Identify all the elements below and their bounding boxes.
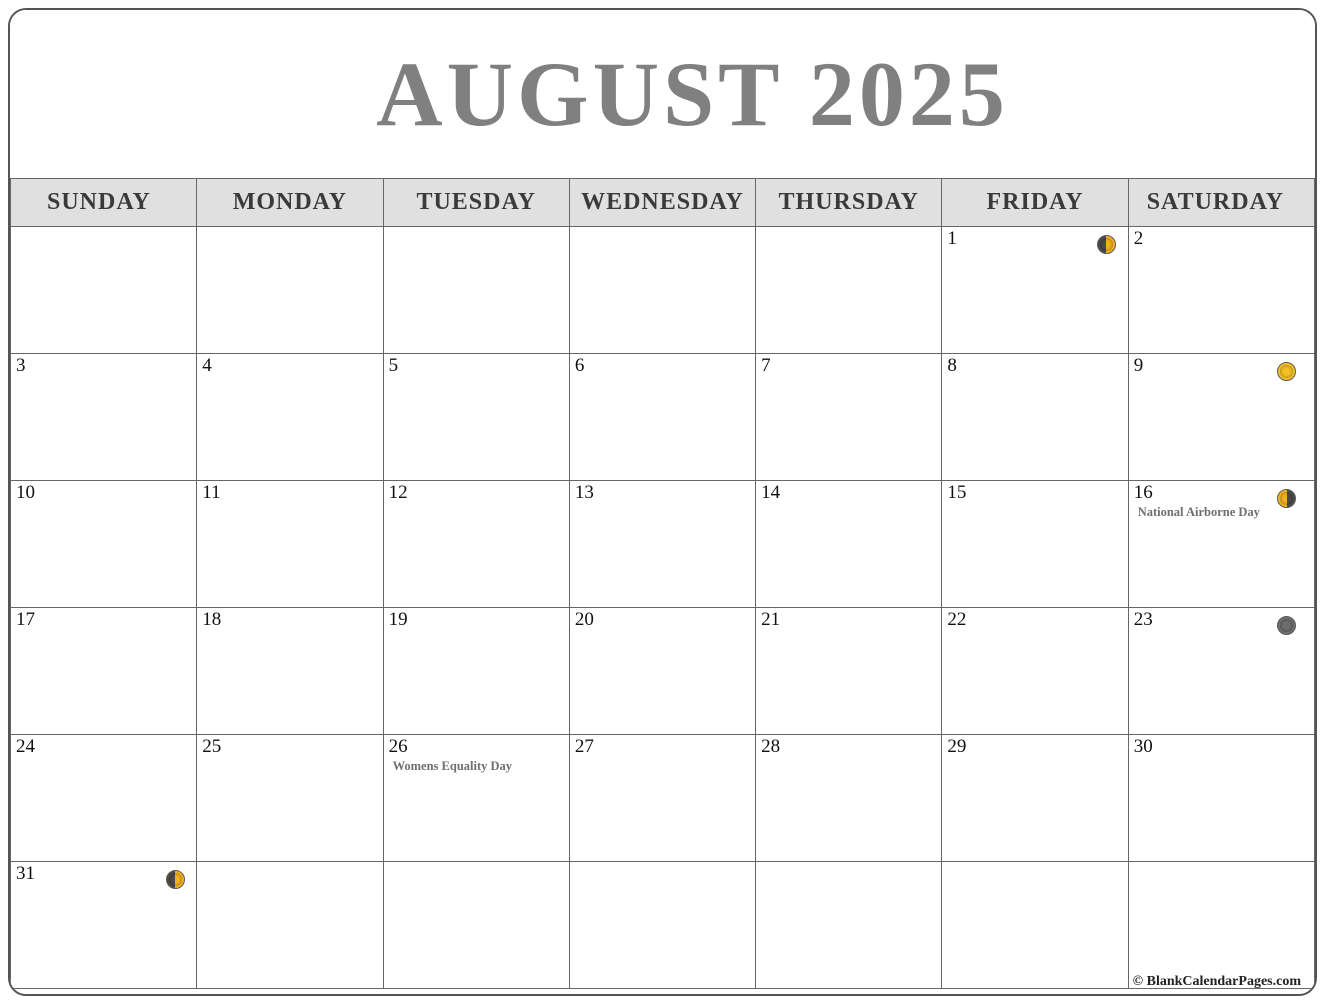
calendar-empty-cell[interactable] — [197, 862, 383, 989]
calendar-empty-cell[interactable] — [197, 227, 383, 354]
calendar-day-cell[interactable] — [1128, 354, 1314, 481]
full-moon-icon — [1277, 362, 1296, 381]
calendar-week-row — [11, 481, 1315, 608]
day-number: 29 — [947, 736, 967, 757]
calendar-day-cell[interactable] — [1128, 227, 1314, 354]
calendar-day-cell[interactable] — [197, 481, 383, 608]
day-number: 31 — [16, 863, 35, 884]
calendar-day-cell[interactable] — [1128, 608, 1314, 735]
weekday-header-tuesday: TUESDAY — [383, 179, 569, 227]
calendar-day-cell[interactable] — [11, 481, 197, 608]
calendar-week-row — [11, 354, 1315, 481]
calendar-day-cell[interactable] — [756, 735, 942, 862]
first-quarter-moon-icon — [166, 870, 185, 889]
calendar-week-row — [11, 735, 1315, 862]
calendar-page — [8, 8, 1317, 996]
day-number: 11 — [202, 482, 221, 503]
day-number: 22 — [947, 609, 967, 630]
day-number: 5 — [388, 355, 399, 376]
day-number: 1 — [947, 228, 957, 249]
day-number: 21 — [761, 609, 781, 630]
calendar-empty-cell[interactable] — [756, 862, 942, 989]
day-number: 27 — [574, 736, 594, 757]
last-quarter-moon-icon — [1277, 489, 1296, 508]
weekday-header-wednesday: WEDNESDAY — [569, 179, 755, 227]
day-number: 13 — [574, 482, 594, 503]
calendar-day-cell[interactable] — [942, 608, 1128, 735]
calendar-grid — [10, 178, 1315, 989]
day-number: 30 — [1133, 736, 1153, 757]
calendar-day-cell[interactable] — [942, 227, 1128, 354]
calendar-day-cell[interactable] — [383, 608, 569, 735]
calendar-empty-cell[interactable] — [569, 227, 755, 354]
holiday-label: National Airborne Day — [1137, 505, 1260, 519]
calendar-day-cell[interactable] — [756, 481, 942, 608]
first-quarter-moon-icon — [1097, 235, 1116, 254]
calendar-day-cell[interactable] — [756, 354, 942, 481]
calendar-day-cell[interactable] — [569, 481, 755, 608]
day-number: 12 — [388, 482, 408, 503]
day-number: 8 — [947, 355, 957, 376]
calendar-day-cell[interactable] — [942, 354, 1128, 481]
calendar-day-cell[interactable] — [1128, 481, 1314, 608]
calendar-title-bar — [10, 10, 1315, 178]
calendar-day-cell[interactable] — [197, 735, 383, 862]
page-title: AUGUST 2025 — [376, 43, 1009, 145]
weekday-header-thursday: THURSDAY — [756, 179, 942, 227]
weekday-header-saturday: SATURDAY — [1128, 179, 1314, 227]
day-number: 25 — [202, 736, 222, 757]
calendar-empty-cell[interactable] — [756, 227, 942, 354]
day-number: 26 — [388, 736, 408, 757]
day-number: 7 — [761, 355, 771, 376]
day-number: 18 — [202, 609, 222, 630]
calendar-empty-cell[interactable] — [383, 862, 569, 989]
day-number: 6 — [574, 355, 585, 376]
calendar-day-cell[interactable] — [11, 354, 197, 481]
weekday-header-row — [11, 179, 1315, 227]
calendar-day-cell[interactable] — [11, 862, 197, 989]
calendar-day-cell[interactable] — [1128, 735, 1314, 862]
calendar-day-cell[interactable] — [569, 735, 755, 862]
calendar-day-cell[interactable] — [756, 608, 942, 735]
holiday-label: Womens Equality Day — [392, 759, 513, 773]
day-number: 10 — [16, 482, 35, 503]
calendar-day-cell[interactable] — [942, 735, 1128, 862]
calendar-empty-cell[interactable] — [569, 862, 755, 989]
weekday-header-sunday: SUNDAY — [11, 179, 197, 227]
day-number: 16 — [1133, 482, 1153, 503]
calendar-day-cell[interactable] — [197, 354, 383, 481]
day-number: 24 — [16, 736, 35, 757]
calendar-week-row — [11, 862, 1315, 989]
calendar-day-cell[interactable] — [11, 735, 197, 862]
calendar-day-cell[interactable] — [569, 354, 755, 481]
calendar-day-cell[interactable] — [569, 608, 755, 735]
calendar-week-row — [11, 227, 1315, 354]
day-number: 3 — [16, 355, 26, 376]
calendar-empty-cell[interactable] — [383, 227, 569, 354]
calendar-week-row — [11, 608, 1315, 735]
calendar-day-cell[interactable] — [383, 481, 569, 608]
site-credit: © BlankCalendarPages.com — [1132, 974, 1301, 989]
day-number: 23 — [1133, 609, 1153, 630]
day-number: 20 — [574, 609, 594, 630]
calendar-day-cell[interactable] — [383, 354, 569, 481]
day-number: 19 — [388, 609, 408, 630]
weekday-header-friday: FRIDAY — [942, 179, 1128, 227]
day-number: 15 — [947, 482, 967, 503]
day-number: 14 — [761, 482, 781, 503]
day-number: 9 — [1133, 355, 1144, 376]
day-number: 17 — [16, 609, 35, 630]
calendar-empty-cell[interactable] — [942, 862, 1128, 989]
day-number: 2 — [1133, 228, 1144, 249]
calendar-day-cell[interactable] — [197, 608, 383, 735]
day-number: 4 — [202, 355, 212, 376]
new-moon-icon — [1277, 616, 1296, 635]
calendar-day-cell[interactable] — [383, 735, 569, 862]
calendar-day-cell[interactable] — [942, 481, 1128, 608]
calendar-empty-cell[interactable] — [11, 227, 197, 354]
calendar-empty-cell[interactable] — [1128, 862, 1314, 989]
weekday-header-monday: MONDAY — [197, 179, 383, 227]
calendar-day-cell[interactable] — [11, 608, 197, 735]
day-number: 28 — [761, 736, 781, 757]
